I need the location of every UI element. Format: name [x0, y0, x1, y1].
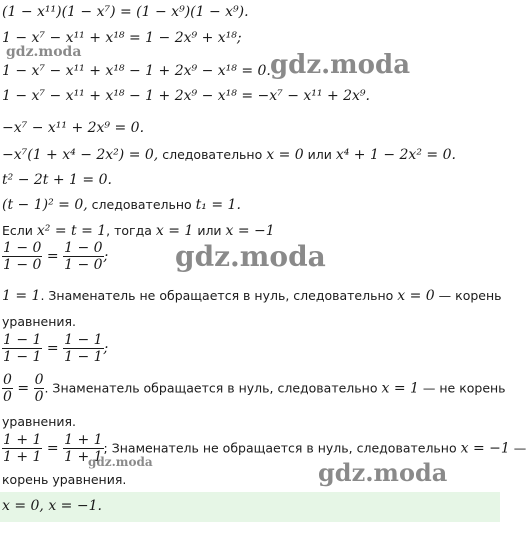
answer-box: [0, 492, 500, 522]
equation-line-8: [2, 196, 241, 214]
watermark: gdz.moda: [270, 50, 411, 80]
text-or: или: [303, 147, 336, 162]
fraction-left-2: $\frac{1 - 1}{1 - 1}$: [3, 332, 42, 365]
word-equation-2: уравнения.: [2, 414, 77, 429]
equation-line-3: 1 − x⁷ − x¹¹ + x¹⁸ − 1 + 2x⁹ − x¹⁸ = 0.: [2, 63, 271, 79]
equation-line-4: 1 − x⁷ − x¹¹ + x¹⁸ − 1 + 2x⁹ − x¹⁸ = −x⁷ − x¹¹ + 2x⁹.: [2, 88, 370, 104]
check-line-2: $\frac{1 - 1}{1 - 1}$ = $\frac{1 - 1}{1 - 1}$ ;: [3, 332, 109, 365]
root-t1: t₁ = 1.: [195, 197, 241, 213]
root-text-line: корень уравнения.: [2, 472, 127, 487]
equation-line-6: [2, 146, 456, 164]
equation-line-9: [2, 222, 275, 240]
equation-line-1: (1 − x¹¹)(1 − x⁷) = (1 − x⁹)(1 − x⁹).: [2, 4, 249, 20]
fraction-left-3: $\frac{0}{0}$: [3, 372, 12, 405]
root-x-minus-one: x = −1: [225, 223, 275, 239]
fraction-left-1: $\frac{1 - 0}{1 - 0}$: [3, 240, 42, 273]
denominator-nonzero-text: ; Знаменатель не обращается в нуль, следовательно: [103, 440, 461, 456]
root-x-one: x = 1: [381, 380, 419, 397]
fraction-left-4: $\frac{1 + 1}{1 + 1}$: [3, 432, 42, 465]
watermark: gdz.moda: [175, 240, 326, 273]
check-line-3: $\frac{1 + 1}{1 + 1}$ = $\frac{1 + 1}{1 + 1}$ ; Знаменатель не обращается в нуль, следовательно x = −1 —: [3, 432, 526, 465]
text-therefore: следовательно: [158, 147, 267, 162]
root-x-zero: x = 0: [397, 288, 435, 304]
equation-line-5: −x⁷ − x¹¹ + 2x⁹ = 0.: [2, 120, 145, 136]
fraction-right-2: $\frac{1 - 1}{1 - 1}$: [64, 332, 103, 365]
root-x-minus-one: x = −1: [460, 440, 510, 457]
identity: 1 = 1: [2, 288, 41, 304]
factored-equation: −x⁷(1 + x⁴ − 2x²) = 0,: [2, 147, 159, 163]
dash: —: [509, 440, 526, 456]
check-result-2: $\frac{0}{0}$ = $\frac{0}{0}$ . Знаменатель обращается в нуль, следовательно x = 1 — не корень: [3, 372, 506, 405]
denominator-zero-text: . Знаменатель обращается в нуль, следовательно: [44, 380, 382, 396]
not-root-text: — не корень: [418, 380, 506, 396]
fraction-right-3: $\frac{0}{0}$: [34, 372, 44, 405]
fraction-right-4: $\frac{1 + 1}{1 + 1}$: [64, 432, 103, 465]
watermark: gdz.moda: [88, 455, 153, 469]
equation-line-2: 1 − x⁷ − x¹¹ + x¹⁸ = 1 − 2x⁹ + x¹⁸;: [2, 30, 242, 46]
text-or: или: [193, 223, 226, 238]
text-then: , тогда: [106, 223, 156, 238]
root-conclusion-text: — корень: [434, 288, 502, 303]
watermark: gdz.moda: [6, 44, 82, 60]
root-x-zero: x = 0: [266, 147, 304, 163]
answer-text: x = 0, x = −1.: [2, 498, 102, 514]
check-line-1: $\frac{1 - 0}{1 - 0}$ = $\frac{1 - 0}{1 - 0}$ ;: [3, 240, 109, 273]
denominator-nonzero-text: . Знаменатель не обращается в нуль, следовательно: [40, 288, 398, 303]
squared-equation: (t − 1)² = 0,: [2, 197, 88, 213]
watermark: gdz.moda: [318, 458, 448, 487]
fraction-right-1: $\frac{1 - 0}{1 - 0}$: [64, 240, 103, 273]
equation-line-7: t² − 2t + 1 = 0.: [2, 172, 112, 188]
check-result-1: [2, 287, 502, 305]
quartic-equation: x⁴ + 1 − 2x² = 0.: [335, 147, 456, 163]
text-therefore: следовательно: [87, 197, 196, 212]
root-x-one: x = 1: [155, 223, 194, 239]
word-equation-1: уравнения.: [2, 314, 77, 329]
substitution: x² = t = 1: [36, 223, 107, 239]
text-if: Если: [2, 223, 37, 238]
